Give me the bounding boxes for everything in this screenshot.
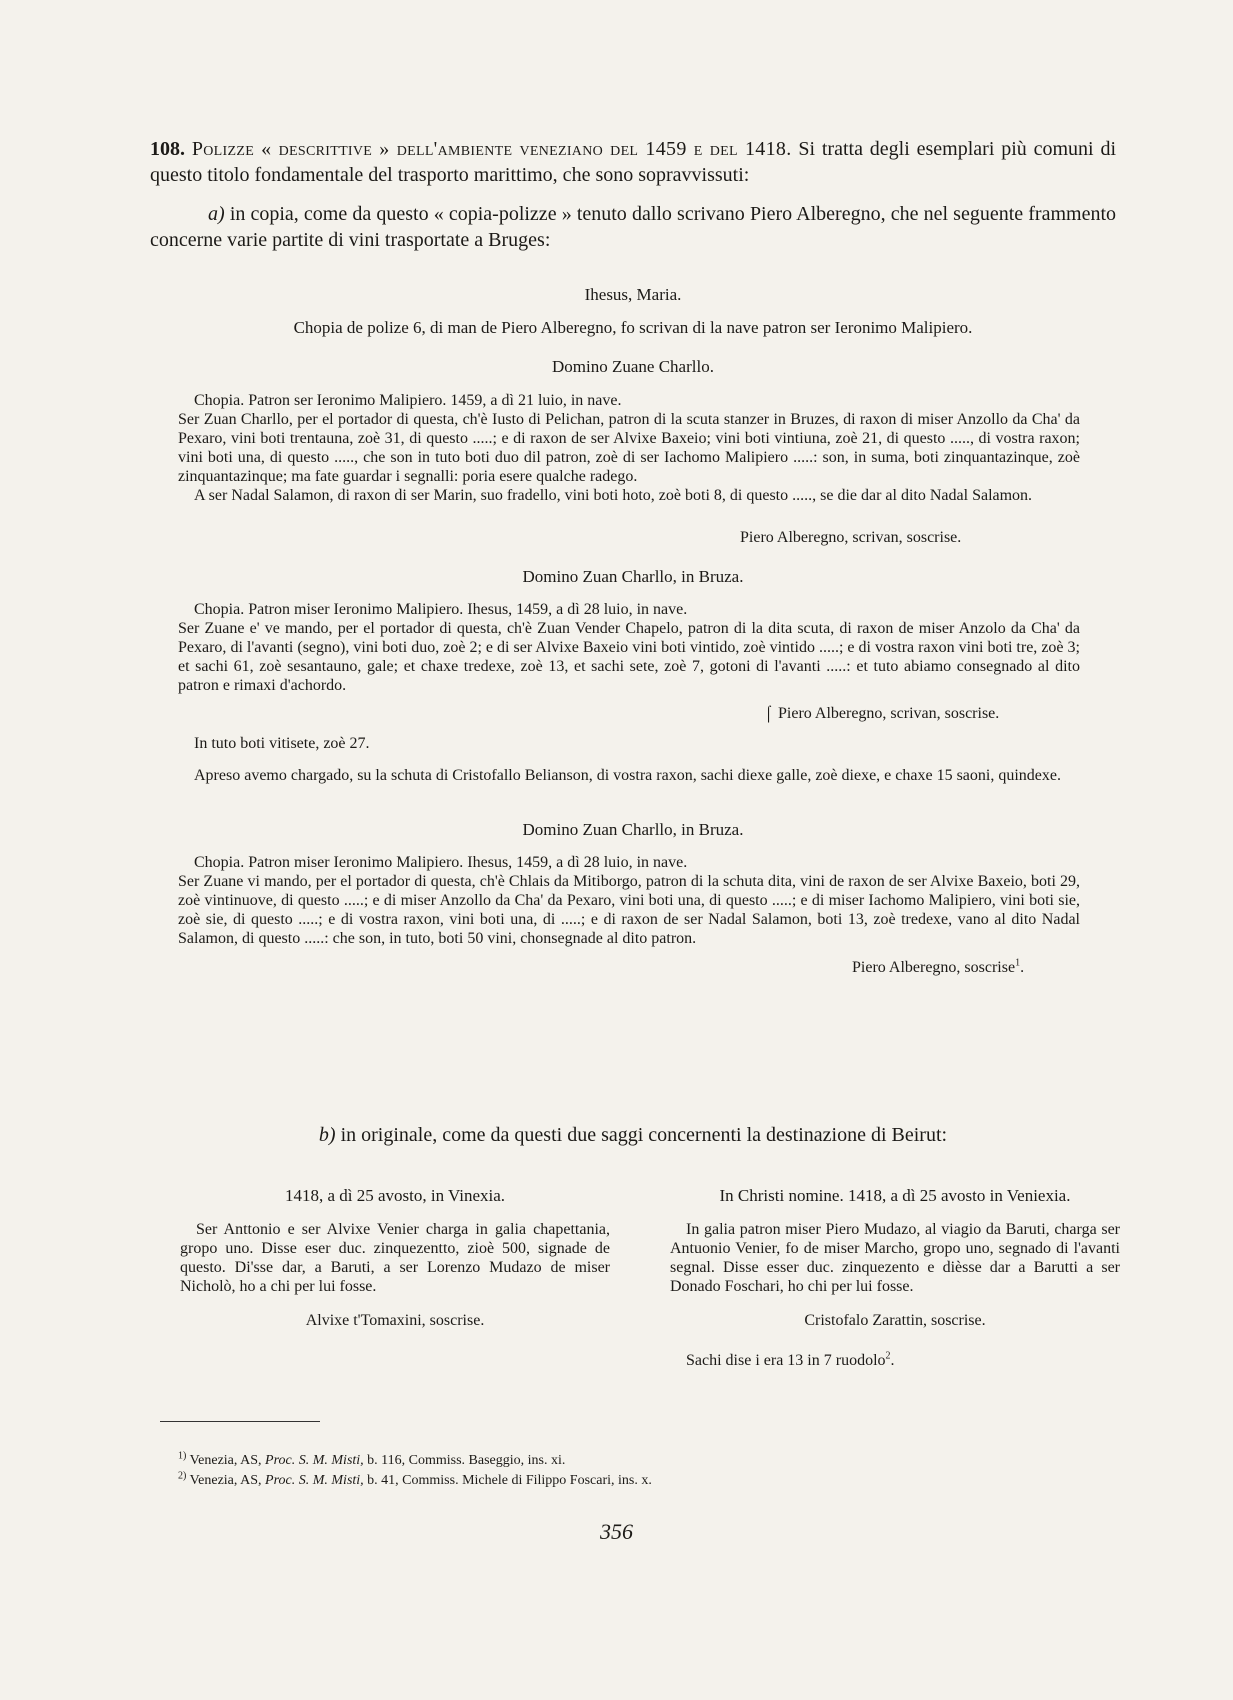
left-doc-text: Ser Anttonio e ser Alvixe Venier charga in galia chapettania, gropo uno. Disse eser duc. zinquezentto, zioè 500, signade de questo. Di'sse dar, a Baruti, a ser Lorenzo Mudazo de miser Nicholò, ho a chi per lui fosse. xyxy=(180,1221,610,1295)
letter1-signature: Piero Alberegno, scrivan, soscrise. xyxy=(740,529,962,546)
paragraph-a xyxy=(150,201,1116,253)
letter1-body2: A ser Nadal Salamon, di raxon di ser Marin, suo fradello, vini boti hoto, zoè boti 8, di questo ....., se die dar al dito Nadal Salamon. xyxy=(194,487,1033,504)
letter2 xyxy=(178,600,1080,695)
letter3-signature: Piero Alberegno, soscrise xyxy=(852,959,1016,976)
right-doc-text: In galia patron miser Piero Mudazo, al viagio da Baruti, charga ser Antuonio Venier, fo de miser Marcho, gropo uno, segnado di l'avanti segnal. Disse esser duc. zinquezento e dièsse dar a Barutti a ser Donado Foschari, ho chi per lui fosse. xyxy=(670,1221,1120,1295)
section-title: Polizze « descrittive » dell'ambiente veneziano del 1459 e del 1418. xyxy=(191,138,792,160)
letter2-after: Apreso avemo chargado, su la schuta di Cristofallo Belianson, di vostra raxon, sachi diexe galle, zoè diexe, e chaxe 15 saoni, quindexe. xyxy=(194,767,1061,784)
footnote-2: $^{2)}$ Venezia, AS, Proc. S. M. Misti, b. 41, Commiss. Michele di Filippo Foscari, ins. x. xyxy=(178,1470,652,1488)
footnote-1: $^{1)}$ Venezia, AS, Proc. S. M. Misti, b. 116, Commiss. Baseggio, ins. xi. xyxy=(178,1450,566,1468)
letter3-body: Ser Zuane vi mando, per el portador di questa, ch'è Chlais da Mitiborgo, patron di la schuta dita, vini de raxon de ser Alvixe Baxeio, boti 29, zoè vintinuove, di questo .....; e di miser Anzollo da Cha' da Pexaro, vini boti una, di questo .....; e di miser Iachomo Malipiero, vini boti sie, zoè sie, di questo .....; e di vostra raxon, vini boti una, di .....; e di raxon de ser Nadal Salamon, boti 13, zoè tredexe, vano al dito Nadal Salamon, di questo .....: che son, in tuto, boti 50 vini, chonsegnade al dito patron. xyxy=(178,873,1080,947)
letter2-after-block xyxy=(178,766,1080,785)
section-number: 108. xyxy=(150,138,185,160)
page-number: 356 xyxy=(600,1519,633,1544)
letter3-address: Domino Zuan Charllo, in Bruza. xyxy=(522,820,744,839)
paragraph-b xyxy=(150,1122,1116,1148)
right-document xyxy=(670,1186,1120,1370)
letter2-body: Ser Zuane e' ve mando, per el portador di questa, ch'è Zuan Vender Chapelo, patron di la dita scuta, di raxon de miser Anzolo da Cha' da Pexaro, di l'avanti (segno), vini boti duo, zoè 2; e di ser Alvixe Baxeio vini boti vintido, zoè vintido .....; e di vostra raxon vini boti tre, zoè 3; et sachi 61, zoè sesantauno, gale; et chaxe tredexe, zoè 13, et sachi sete, zoè 7, gotoni di l'avanti .....: et tuto abiamo consegnado al dito patron e rimaxi d'achordo. xyxy=(178,620,1080,694)
left-doc-title: 1418, a dì 25 avosto, in Vinexia. xyxy=(284,1186,506,1205)
para-a-label: a) xyxy=(208,203,225,225)
letter2-dateline: Chopia. Patron miser Ieronimo Malipiero. Ihesus, 1459, a dì 28 luio, in nave. xyxy=(194,601,688,618)
footnote-ref-2: 2 xyxy=(885,1350,891,1362)
right-doc-title: In Christi nomine. 1418, a dì 25 avosto in Veniexia. xyxy=(719,1186,1071,1205)
letter3-dateline: Chopia. Patron miser Ieronimo Malipiero. Ihesus, 1459, a dì 28 luio, in nave. xyxy=(194,854,688,871)
para-a-text: in copia, come da questo « copia-polizze » tenuto dallo scrivano Piero Alberegno, che nel seguente frammento concerne varie partite di vini trasportate a Bruges: xyxy=(150,203,1117,251)
left-document xyxy=(180,1186,610,1330)
section-intro: Si tratta degli esemplari più comuni di questo titolo fondamentale del trasporto marittimo, che sono sopravvissuti: xyxy=(150,138,1117,186)
left-doc-signature: Alvixe t'Tomaxini, soscrise. xyxy=(305,1312,485,1329)
footnote-ref-1: 1 xyxy=(1015,957,1021,969)
letter1 xyxy=(178,391,1080,505)
letter2-signature: Piero Alberegno, scrivan, soscrise. xyxy=(778,705,1000,722)
letter3 xyxy=(178,853,1080,948)
right-doc-signature: Cristofalo Zarattin, soscrise. xyxy=(804,1312,986,1329)
para-b-text: in originale, come da questi due saggi concernenti la destinazione di Beirut: xyxy=(340,1124,948,1146)
letter1-dateline: Chopia. Patron ser Ieronimo Malipiero. 1459, a dì 21 luio, in nave. xyxy=(194,392,622,409)
letter2-signature-line xyxy=(764,704,999,724)
merchant-mark-icon: ⌠ xyxy=(764,706,774,722)
letter2-total: In tuto boti vitisete, zoè 27. xyxy=(194,735,370,752)
copy-heading: Chopia de polize 6, di man de Piero Alberegno, fo scrivan di la nave patron ser Ieronimo Malipiero. xyxy=(293,318,973,337)
right-doc-note: Sachi dise i era 13 in 7 ruodolo$^2$. xyxy=(686,1350,895,1369)
section-heading xyxy=(150,136,1116,188)
para-b-label: b) xyxy=(318,1124,336,1146)
letter1-body: Ser Zuan Charllo, per el portador di questa, ch'è Iusto di Pelichan, patron di la scuta stanzer in Bruzes, di raxon di miser Anzollo da Cha' da Pexaro, vini boti trentauna, zoè 31, di questo .....; e di raxon de ser Alvixe Baxeio; vini boti vintiuna, zoè 21, di questo ....., di vostra raxon; vini boti una, di questo ....., che son in tuto boti duo dil patron, zoè di ser Iachomo Malipiero .....: son, in suma, boti zinquantazinque, zoè zinquantazinque; ma fate guardar i segnalli: poria esere qualche radego. xyxy=(178,411,1080,485)
letter1-address: Domino Zuane Charllo. xyxy=(552,357,714,376)
footnote-divider xyxy=(160,1421,320,1422)
letter3-signature-line: Piero Alberegno, soscrise$^1$. xyxy=(852,957,1025,976)
invocation: Ihesus, Maria. xyxy=(584,285,682,304)
letter2-address: Domino Zuan Charllo, in Bruza. xyxy=(522,567,744,586)
